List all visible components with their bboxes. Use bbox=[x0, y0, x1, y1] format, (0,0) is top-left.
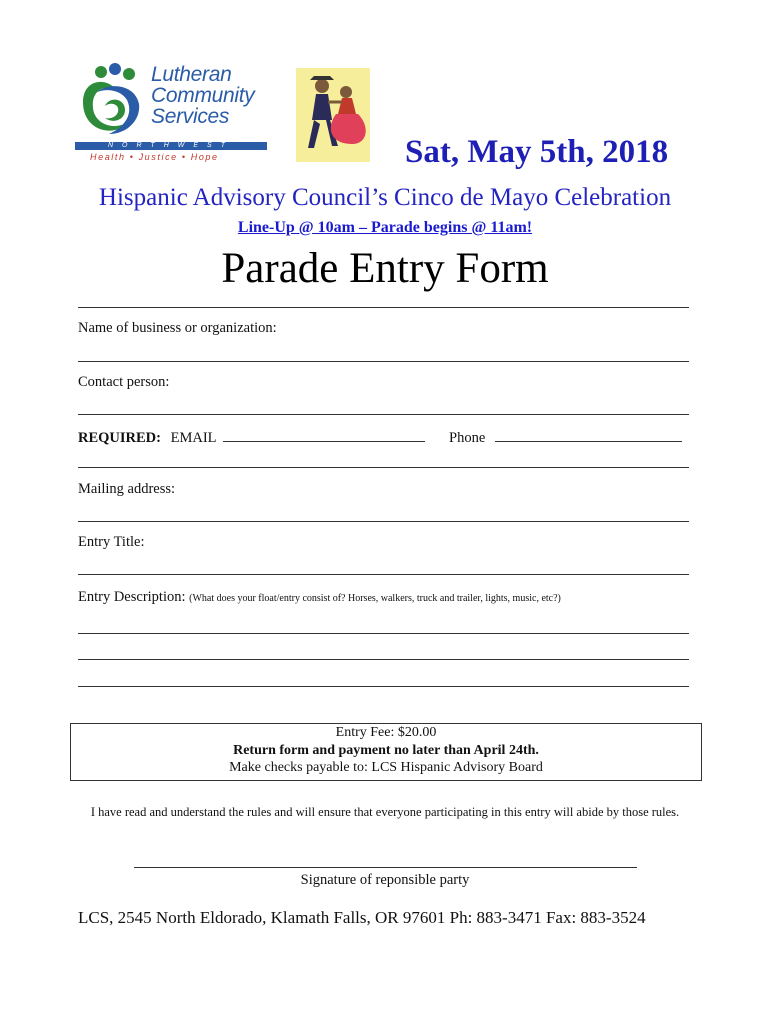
logo-word-1: Lutheran bbox=[151, 63, 232, 86]
payable-to: Make checks payable to: LCS Hispanic Advisory Board bbox=[229, 760, 543, 775]
required-row bbox=[78, 427, 425, 447]
business-label: Name of business or organization: bbox=[78, 320, 277, 336]
lineup-link[interactable]: Line-Up @ 10am – Parade begins @ 11am! bbox=[237, 219, 533, 236]
contact-field-line[interactable] bbox=[78, 414, 689, 415]
business-field-line[interactable] bbox=[78, 361, 689, 362]
contact-label: Contact person: bbox=[78, 374, 170, 390]
deadline: Return form and payment no later than April 24th. bbox=[233, 742, 539, 758]
dancing-couple-icon bbox=[296, 68, 370, 162]
email-label: EMAIL bbox=[170, 430, 216, 446]
entry-description-row bbox=[78, 589, 561, 606]
signature-field-line[interactable] bbox=[134, 867, 637, 868]
event-date: Sat, May 5th, 2018 bbox=[405, 134, 669, 170]
entry-description-line-3[interactable] bbox=[78, 686, 689, 687]
logo-band: NORTHWEST bbox=[75, 142, 267, 150]
agreement-text: I have read and understand the rules and will ensure that everyone participating in this entry will abide by those rules. bbox=[90, 805, 680, 819]
entry-title-field-line[interactable] bbox=[78, 574, 689, 575]
people-circle-icon bbox=[75, 62, 155, 142]
form-title: Parade Entry Form bbox=[221, 245, 549, 292]
logo-tagline: Health • Justice • Hope bbox=[90, 152, 219, 162]
phone-field[interactable] bbox=[495, 427, 682, 442]
entry-description-hint: (What does your float/entry consist of? Horses, walkers, truck and trailer, lights, music, etc?) bbox=[189, 593, 561, 604]
logo-word-3: Services bbox=[151, 105, 230, 128]
entry-description-line-1[interactable] bbox=[78, 633, 689, 634]
phone-row bbox=[449, 427, 682, 447]
entry-description-label: Entry Description: bbox=[78, 589, 186, 605]
entry-title-label: Entry Title: bbox=[78, 534, 145, 550]
required-label: REQUIRED: bbox=[78, 430, 161, 446]
entry-description-line-2[interactable] bbox=[78, 659, 689, 660]
email-field[interactable] bbox=[223, 427, 425, 442]
lcs-logo bbox=[75, 62, 267, 167]
rule-after-email bbox=[78, 467, 689, 468]
fee-box bbox=[70, 723, 702, 781]
logo-word-2: Community bbox=[151, 84, 255, 107]
entry-fee: Entry Fee: $20.00 bbox=[335, 725, 437, 740]
mailing-label: Mailing address: bbox=[78, 481, 176, 497]
mailing-field-line[interactable] bbox=[78, 521, 689, 522]
rule-top bbox=[78, 307, 689, 308]
signature-label: Signature of reponsible party bbox=[300, 872, 470, 888]
phone-label: Phone bbox=[449, 430, 486, 446]
footer-address: LCS, 2545 North Eldorado, Klamath Falls, OR 97601 Ph: 883-3471 Fax: 883-3524 bbox=[78, 908, 646, 927]
event-name: Hispanic Advisory Council’s Cinco de Mayo Celebration bbox=[98, 184, 672, 211]
